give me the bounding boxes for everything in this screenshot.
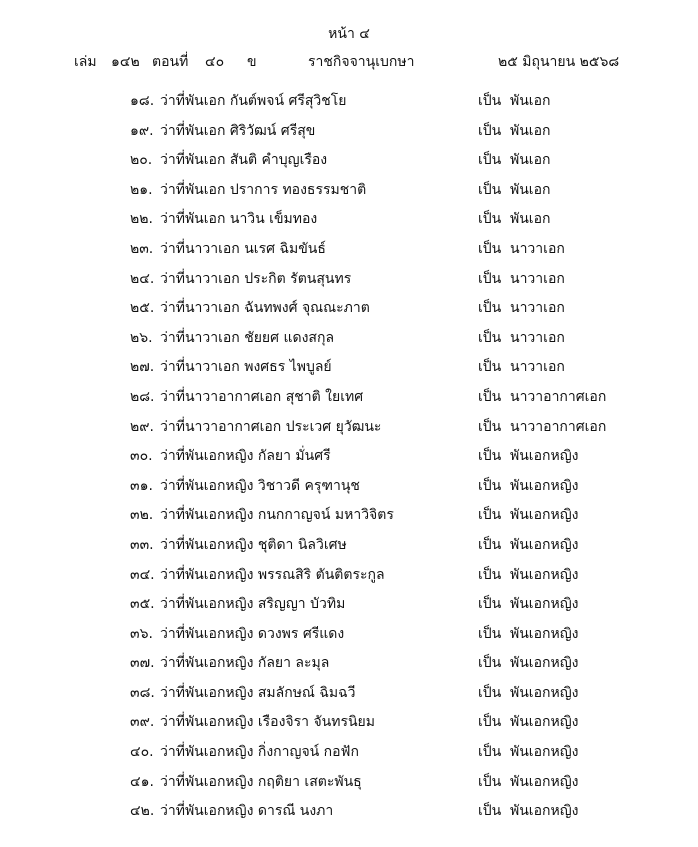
entry-rank: พันเอกหญิง [510, 566, 579, 583]
entry-rank: พันเอกหญิง [510, 448, 579, 465]
entry-rank: นาวาเอก [510, 270, 565, 287]
entry-rank: นาวาอากาศเอก [510, 418, 607, 435]
entry-be: เป็น [478, 152, 502, 169]
entry-rank: นาวาเอก [510, 329, 565, 346]
entry-number: ๒๒. [130, 211, 153, 228]
list-item [0, 209, 698, 239]
entry-rank: พันเอก [510, 152, 551, 169]
entry-number: ๓๗. [130, 655, 155, 672]
entry-be: เป็น [478, 507, 502, 524]
entry-name: ว่าที่พันเอกหญิง กนกกาญจน์ มหาวิจิตร [160, 507, 394, 524]
entry-rank: พันเอก [510, 181, 551, 198]
entry-number: ๓๔. [130, 566, 155, 583]
list-item [0, 535, 698, 565]
entry-name: ว่าที่นาวาเอก ชัยยศ แดงสกุล [160, 329, 335, 346]
list-item [0, 742, 698, 772]
entry-name: ว่าที่นาวาเอก นเรศ ฉิมขันธ์ [160, 240, 326, 257]
entry-be: เป็น [478, 211, 502, 228]
entry-number: ๓๓. [130, 536, 154, 553]
entry-be: เป็น [478, 596, 502, 613]
entry-be: เป็น [478, 625, 502, 642]
entry-number: ๓๙. [130, 714, 155, 731]
entry-be: เป็น [478, 714, 502, 731]
entry-number: ๒๘. [130, 388, 155, 405]
entry-rank: พันเอกหญิง [510, 536, 579, 553]
entry-be: เป็น [478, 93, 502, 109]
entry-number: ๒๕. [130, 300, 155, 317]
entry-name: ว่าที่พันเอก ปราการ ทองธรรมชาติ [160, 181, 367, 198]
entry-number: ๔๒. [130, 803, 155, 820]
page-number: หน้า ๔ [328, 26, 370, 42]
list-item [0, 298, 698, 328]
entry-be: เป็น [478, 300, 502, 317]
entry-name: ว่าที่พันเอกหญิง ชุติดา นิลวิเศษ [160, 536, 347, 553]
volume-number: ๑๔๒ [111, 54, 140, 70]
entry-number: ๓๕. [130, 596, 155, 613]
entry-be: เป็น [478, 655, 502, 672]
entry-be: เป็น [478, 329, 502, 346]
entry-number: ๓๖. [130, 625, 153, 642]
entry-rank: พันเอกหญิง [510, 684, 579, 701]
list-item [0, 594, 698, 624]
entry-rank: พันเอก [510, 122, 551, 139]
entry-name: ว่าที่พันเอกหญิง กัลยา ละมุล [160, 655, 330, 672]
entry-be: เป็น [478, 418, 502, 435]
entry-be: เป็น [478, 773, 502, 790]
entry-rank: พันเอกหญิง [510, 803, 579, 820]
list-item [0, 328, 698, 358]
entry-rank: นาวาเอก [510, 300, 565, 317]
list-item [0, 180, 698, 210]
entry-name: ว่าที่พันเอกหญิง กิ่งกาญจน์ กอฟัก [160, 744, 359, 761]
entry-name: ว่าที่พันเอก ศิริวัฒน์ ศรีสุข [160, 122, 316, 139]
entry-rank: พันเอกหญิง [510, 655, 579, 672]
entry-number: ๓๑. [130, 477, 153, 494]
journal-name: ราชกิจจานุเบกษา [308, 54, 415, 70]
list-item [0, 653, 698, 683]
entry-name: ว่าที่พันเอกหญิง สมลักษณ์ ฉิมฉวี [160, 684, 356, 701]
entry-number: ๔๐. [130, 744, 154, 761]
entry-be: เป็น [478, 448, 502, 465]
entry-name: ว่าที่พันเอกหญิง พรรณสิริ ตันติตระกูล [160, 566, 385, 583]
entry-rank: พันเอกหญิง [510, 625, 579, 642]
entry-rank: นาวาเอก [510, 359, 565, 376]
entry-number: ๓๐. [130, 448, 153, 465]
entry-be: เป็น [478, 477, 502, 494]
entry-name: ว่าที่พันเอกหญิง เรืองจิรา จันทรนิยม [160, 714, 375, 731]
entry-number: ๑๘. [130, 93, 155, 109]
entry-rank: พันเอกหญิง [510, 773, 579, 790]
entry-name: ว่าที่นาวาเอก พงศธร ไพบูลย์ [160, 359, 332, 376]
entry-rank: นาวาอากาศเอก [510, 388, 607, 405]
entry-be: เป็น [478, 270, 502, 287]
list-item [0, 505, 698, 535]
issue-label: ตอนที่ [152, 54, 189, 70]
entry-be: เป็น [478, 566, 502, 583]
entry-number: ๒๓. [130, 240, 154, 257]
entry-name: ว่าที่นาวาอากาศเอก ประเวศ ยุวัฒนะ [160, 418, 382, 435]
entry-name: ว่าที่พันเอกหญิง สริญญา บัวทิม [160, 596, 346, 613]
entry-rank: พันเอกหญิง [510, 714, 579, 731]
entry-be: เป็น [478, 359, 502, 376]
volume-label: เล่ม [74, 54, 97, 70]
entry-be: เป็น [478, 684, 502, 701]
appointment-list [0, 91, 698, 831]
list-item [0, 446, 698, 476]
entry-number: ๓๘. [130, 684, 155, 701]
list-item [0, 387, 698, 417]
publication-date: ๒๕ มิถุนายน ๒๕๖๘ [498, 54, 620, 70]
entry-number: ๒๙. [130, 418, 154, 435]
entry-be: เป็น [478, 122, 502, 139]
list-item [0, 565, 698, 595]
entry-name: ว่าที่พันเอกหญิง ดวงพร ศรีแดง [160, 625, 345, 642]
entry-name: ว่าที่พันเอกหญิง ดารณี นงภา [160, 803, 334, 820]
entry-be: เป็น [478, 803, 502, 820]
list-item [0, 121, 698, 151]
entry-name: ว่าที่พันเอกหญิง กฤติยา เสตะพันธุ [160, 773, 362, 790]
entry-rank: พันเอกหญิง [510, 507, 579, 524]
list-item [0, 150, 698, 180]
list-item [0, 772, 698, 802]
list-item [0, 624, 698, 654]
list-item [0, 91, 698, 121]
entry-number: ๒๗. [130, 359, 155, 376]
entry-be: เป็น [478, 744, 502, 761]
issue-number: ๔๐ [205, 54, 225, 70]
list-item [0, 357, 698, 387]
list-item [0, 801, 698, 831]
list-item [0, 417, 698, 447]
entry-name: ว่าที่พันเอก กันต์พจน์ ศรีสุวิชโย [160, 93, 347, 109]
entry-rank: พันเอก [510, 93, 551, 109]
entry-number: ๑๙. [130, 122, 154, 139]
entry-be: เป็น [478, 388, 502, 405]
section-letter: ข [247, 54, 257, 70]
entry-rank: พันเอกหญิง [510, 596, 579, 613]
list-item [0, 476, 698, 506]
entry-be: เป็น [478, 536, 502, 553]
entry-number: ๒๔. [130, 270, 155, 287]
list-item [0, 269, 698, 299]
running-header [0, 51, 698, 71]
entry-name: ว่าที่พันเอก สันติ คำบุญเรือง [160, 152, 328, 169]
entry-rank: พันเอก [510, 211, 551, 228]
entry-rank: พันเอกหญิง [510, 744, 579, 761]
entry-number: ๓๒. [130, 507, 154, 524]
entry-rank: พันเอกหญิง [510, 477, 579, 494]
entry-be: เป็น [478, 240, 502, 257]
entry-name: ว่าที่นาวาเอก ฉันทพงศ์ จุณณะภาต [160, 300, 370, 317]
list-item [0, 712, 698, 742]
entry-name: ว่าที่พันเอกหญิง วิชาวดี ครุฑานุช [160, 477, 360, 494]
list-item [0, 683, 698, 713]
entry-rank: นาวาเอก [510, 240, 565, 257]
entry-name: ว่าที่พันเอกหญิง กัลยา มั่นศรี [160, 448, 331, 465]
entry-number: ๒๑. [130, 181, 153, 198]
entry-name: ว่าที่พันเอก นาวิน เข็มทอง [160, 211, 318, 228]
list-item [0, 239, 698, 269]
entry-number: ๔๑. [130, 773, 154, 790]
entry-number: ๒๖. [130, 329, 153, 346]
entry-name: ว่าที่นาวาเอก ประกิต รัตนสุนทร [160, 270, 352, 287]
entry-number: ๒๐. [130, 152, 153, 169]
entry-name: ว่าที่นาวาอากาศเอก สุชาติ ใยเทศ [160, 388, 364, 405]
entry-be: เป็น [478, 181, 502, 198]
